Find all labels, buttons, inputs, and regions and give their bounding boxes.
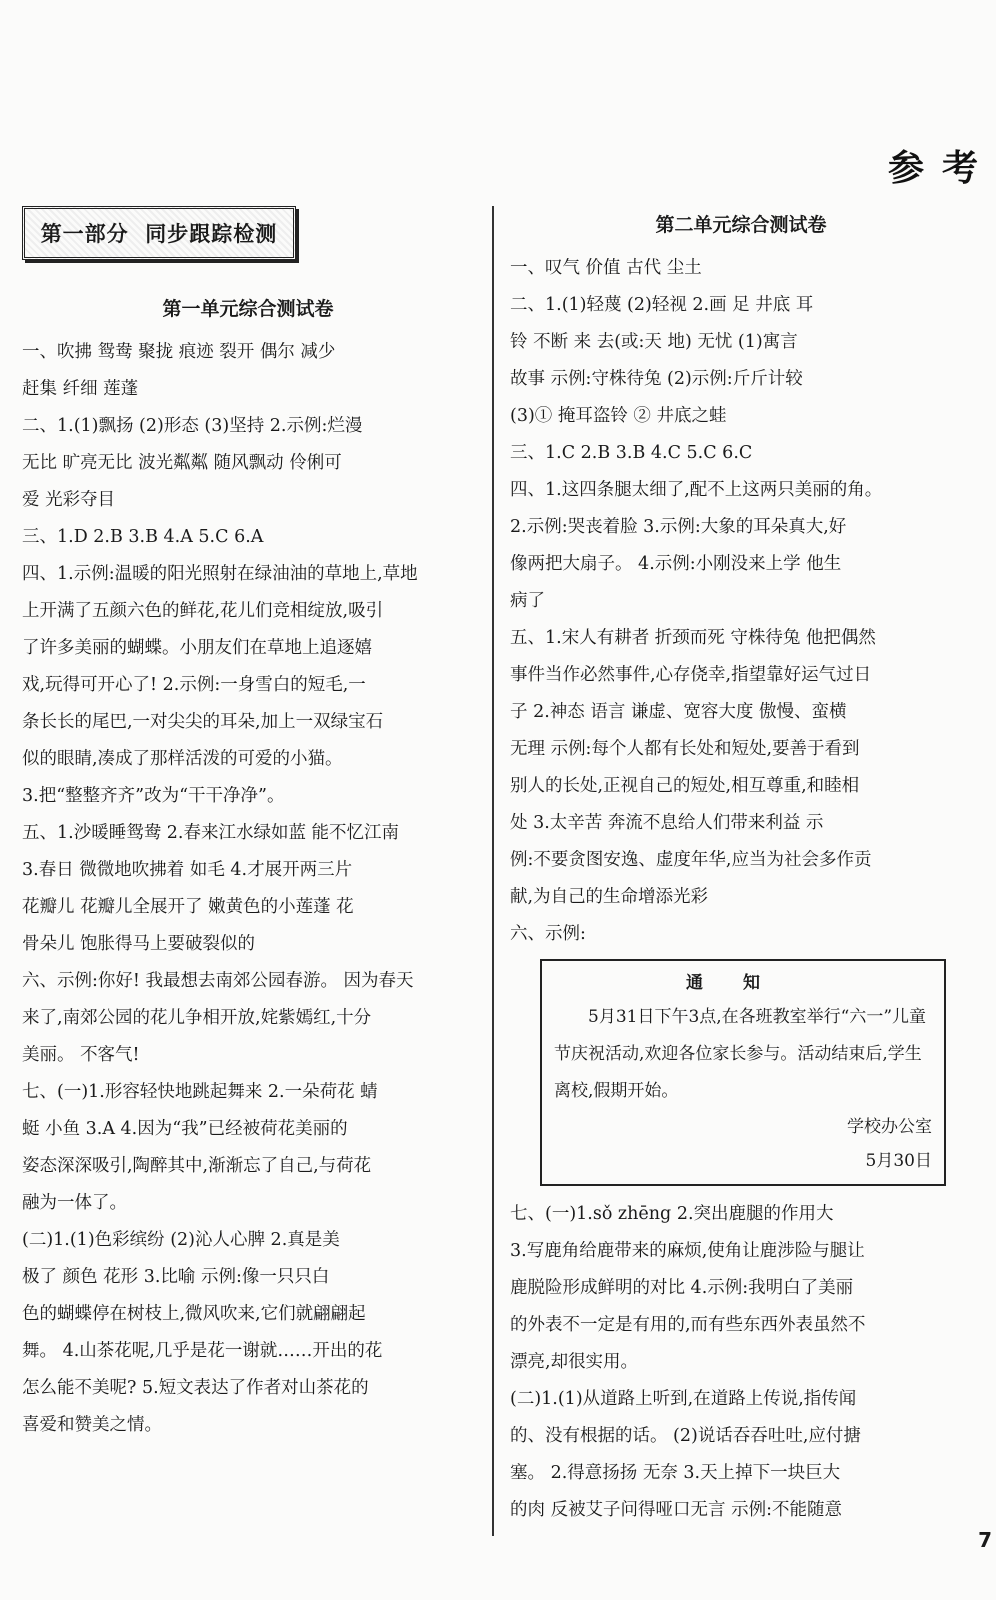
unit1-title: 第一单元综合测试卷 xyxy=(162,298,334,320)
notice-body: 5月31日下午3点,在各班教室举行“六一”儿童节庆祝活动,欢迎各位家长参与。活动结束后,学生离校,假期开始。 xyxy=(554,1007,927,1101)
answer-line: 三、1.D 2.B 3.B 4.A 5.C 6.A xyxy=(22,527,264,547)
answer-line: 3.春日 微微地吹拂着 如毛 4.才展开两三片 xyxy=(22,860,353,880)
notice-title: 通知 xyxy=(686,973,800,993)
answer-line: 来了,南郊公园的花儿争相开放,姹紫嫣红,十分 xyxy=(22,1008,372,1028)
part-banner: 第一部分 同步跟踪检测 xyxy=(22,206,296,260)
answer-line: 二、1.(1)飘扬 (2)形态 (3)坚持 2.示例:烂漫 xyxy=(22,416,363,436)
answer-line: 融为一体了。 xyxy=(22,1193,127,1213)
notice-box xyxy=(540,959,946,1186)
answer-line: 一、吹拂 鸳鸯 聚拢 痕迹 裂开 偶尔 减少 xyxy=(22,342,336,362)
answer-line: 二、1.(1)轻蔑 (2)轻视 2.画 足 井底 耳 xyxy=(510,295,814,315)
answer-line: 喜爱和赞美之情。 xyxy=(22,1415,162,1435)
notice-date: 5月30日 xyxy=(865,1151,932,1171)
answer-line: 处 3.太辛苦 奔流不息给人们带来利益 示 xyxy=(510,813,824,833)
unit2-answers-part-a xyxy=(510,250,972,953)
answer-line: 别人的长处,正视自己的短处,相互尊重,和睦相 xyxy=(510,776,860,796)
page-header-title: 参考 xyxy=(887,147,996,189)
answer-line: 3.把“整整齐齐”改为“干干净净”。 xyxy=(22,786,285,806)
answer-line: (二)1.(1)色彩缤纷 (2)沁人心脾 2.真是美 xyxy=(22,1230,340,1250)
notice-signer: 学校办公室 xyxy=(847,1117,932,1137)
answer-line: 三、1.C 2.B 3.B 4.C 5.C 6.C xyxy=(510,443,753,463)
answer-line: 像两把大扇子。 4.示例:小刚没来上学 他生 xyxy=(510,554,842,574)
answer-line: 鹿脱险形成鲜明的对比 4.示例:我明白了美丽 xyxy=(510,1278,854,1298)
answer-line: 病了 xyxy=(510,591,545,611)
answer-line: 怎么能不美呢? 5.短文表达了作者对山茶花的 xyxy=(22,1378,369,1398)
answer-line: 骨朵儿 饱胀得马上要破裂似的 xyxy=(22,934,256,954)
unit2-answers-part-b xyxy=(510,1196,972,1529)
page-number: 7 xyxy=(978,1528,992,1552)
right-column xyxy=(510,210,972,1529)
answer-line: 极了 颜色 花形 3.比喻 示例:像一只只白 xyxy=(22,1267,330,1287)
answer-line: 的外表不一定是有用的,而有些东西外表虽然不 xyxy=(510,1315,866,1335)
answer-line: 一、叹气 价值 古代 尘土 xyxy=(510,258,702,278)
answer-line: 漂亮,却很实用。 xyxy=(510,1352,639,1372)
answer-line: 七、(一)1.形容轻快地跳起舞来 2.一朵荷花 蜻 xyxy=(22,1082,378,1102)
answer-line: 无比 旷亮无比 波光粼粼 随风飘动 伶俐可 xyxy=(22,453,342,473)
answer-line: 戏,玩得可开心了! 2.示例:一身雪白的短毛,一 xyxy=(22,675,366,695)
answer-line: 上开满了五颜六色的鲜花,花儿们竞相绽放,吸引 xyxy=(22,601,384,621)
answer-line: 铃 不断 来 去(或:天 地) 无忧 (1)寓言 xyxy=(510,332,798,352)
answer-line: 2.示例:哭丧着脸 3.示例:大象的耳朵真大,好 xyxy=(510,517,847,537)
answer-line: (3)① 掩耳盗铃 ② 井底之蛙 xyxy=(510,406,727,426)
answer-line: 爱 光彩夺目 xyxy=(22,490,116,510)
answer-line: 3.写鹿角给鹿带来的麻烦,使角让鹿涉险与腿让 xyxy=(510,1241,865,1261)
answer-line: 五、1.宋人有耕者 折颈而死 守株待兔 他把偶然 xyxy=(510,628,876,648)
answer-line: 六、示例:你好! 我最想去南郊公园春游。 因为春天 xyxy=(22,971,414,991)
answer-line: 舞。 4.山茶花呢,几乎是花一谢就……开出的花 xyxy=(22,1341,383,1361)
column-divider xyxy=(492,206,494,1536)
answer-line: 四、1.示例:温暖的阳光照射在绿油油的草地上,草地 xyxy=(22,564,418,584)
answer-line: 例:不要贪图安逸、虚度年华,应当为社会多作贡 xyxy=(510,850,872,870)
answer-line: 七、(一)1.sǒ zhēng 2.突出鹿腿的作用大 xyxy=(510,1204,834,1224)
answer-line: 美丽。 不客气! xyxy=(22,1045,140,1065)
answer-line: 似的眼睛,凑成了那样活泼的可爱的小猫。 xyxy=(22,749,343,769)
answer-line: 塞。 2.得意扬扬 无奈 3.天上掉下一块巨大 xyxy=(510,1463,841,1483)
answer-line: 子 2.神态 语言 谦虚、宽容大度 傲慢、蛮横 xyxy=(510,702,847,722)
answer-line: 的、没有根据的话。 (2)说话吞吞吐吐,应付搪 xyxy=(510,1426,861,1446)
answer-line: 姿态深深吸引,陶醉其中,渐渐忘了自己,与荷花 xyxy=(22,1156,372,1176)
answer-line: 色的蝴蝶停在树枝上,微风吹来,它们就翩翩起 xyxy=(22,1304,366,1324)
answer-line: 故事 示例:守株待兔 (2)示例:斤斤计较 xyxy=(510,369,803,389)
answer-line: 的肉 反被艾子问得哑口无言 示例:不能随意 xyxy=(510,1500,843,1520)
answer-line: 了许多美丽的蝴蝶。小朋友们在草地上追逐嬉 xyxy=(22,638,372,658)
answer-line: 五、1.沙暖睡鸳鸯 2.春来江水绿如蓝 能不忆江南 xyxy=(22,823,400,843)
answer-line: 赶集 纤细 莲蓬 xyxy=(22,379,139,399)
answer-line: 事件当作必然事件,心存侥幸,指望靠好运气过日 xyxy=(510,665,872,685)
answer-line: 无理 示例:每个人都有长处和短处,要善于看到 xyxy=(510,739,860,759)
answer-line: 蜓 小鱼 3.A 4.因为“我”已经被荷花美丽的 xyxy=(22,1119,348,1139)
left-column xyxy=(22,294,474,1444)
unit2-title: 第二单元综合测试卷 xyxy=(655,214,827,236)
unit1-answers xyxy=(22,334,474,1444)
answer-line: 献,为自己的生命增添光彩 xyxy=(510,887,709,907)
answer-line: (二)1.(1)从道路上听到,在道路上传说,指传闻 xyxy=(510,1389,857,1409)
answer-line: 四、1.这四条腿太细了,配不上这两只美丽的角。 xyxy=(510,480,883,500)
answer-line: 花瓣儿 花瓣儿全展开了 嫩黄色的小莲蓬 花 xyxy=(22,897,354,917)
answer-line: 条长长的尾巴,一对尖尖的耳朵,加上一双绿宝石 xyxy=(22,712,384,732)
answer-line: 六、示例: xyxy=(510,924,586,944)
